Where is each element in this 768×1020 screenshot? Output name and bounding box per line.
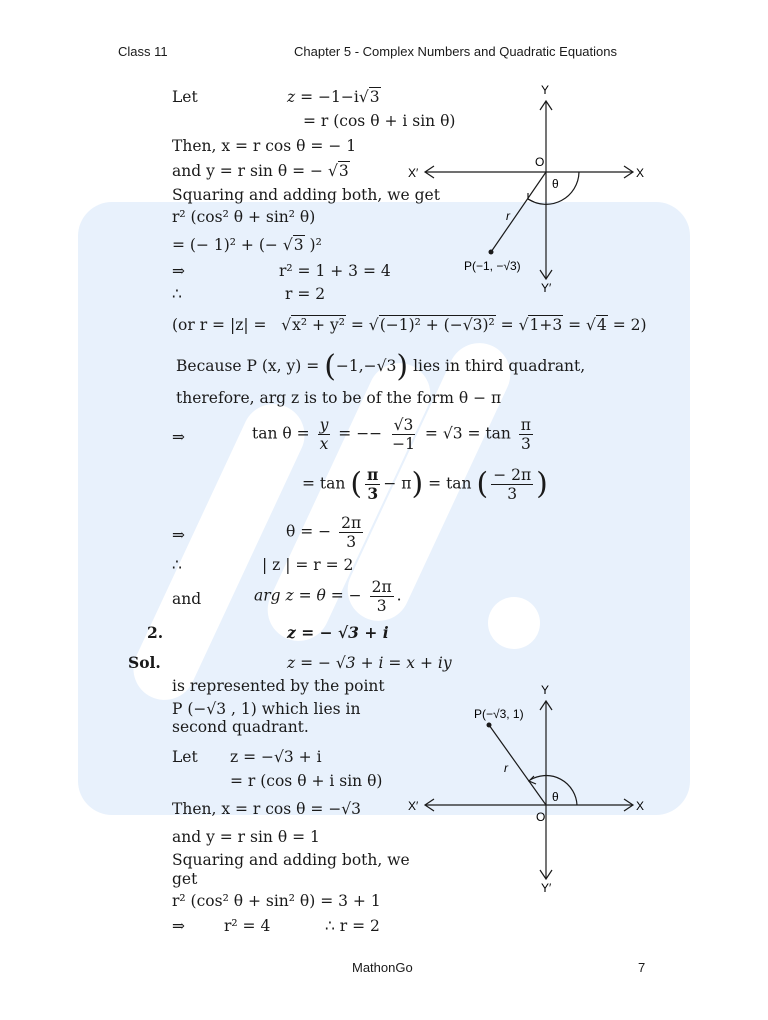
y-axis-label: Y — [541, 83, 550, 97]
x-prime-axis-label: X′ — [408, 166, 419, 180]
y-prime-axis-label: Y′ — [541, 281, 552, 295]
r2-expression-2: r² (cos² θ + sin² θ) = 3 + 1 — [172, 892, 381, 910]
squaring-line: Squaring and adding both, we get — [172, 186, 440, 204]
arg-equation: arg z = θ = − $\frac{2\pi}{3}$ . — [254, 578, 402, 615]
implies-symbol: ⇒ — [172, 262, 185, 280]
y-prime-axis-label: Y′ — [541, 881, 552, 895]
header-class: Class 11 — [118, 44, 168, 59]
watermark-dot — [488, 597, 540, 649]
point-label: P(−1, −√3) — [464, 259, 521, 273]
r-label: r — [504, 761, 508, 775]
quadrant-line: second quadrant. — [172, 718, 309, 736]
problem-number: 2. — [147, 623, 164, 642]
because-line: Because P (x, y) = (−1,−√3) lies in third quadrant, — [176, 349, 586, 384]
represented-line: is represented by the point — [172, 677, 385, 695]
r2-expression: r² (cos² θ + sin² θ) — [172, 208, 316, 226]
implies-symbol: ⇒ — [172, 526, 185, 544]
then-x-line-2: Then, x = r cos θ = −√3 — [172, 800, 362, 818]
polar-form-2: = r (cos θ + i sin θ) — [230, 772, 383, 790]
solution-label: Sol. — [128, 653, 161, 672]
sum-line: = (− 1)² + (− √3 )² — [172, 236, 322, 254]
let-label: Let — [172, 88, 198, 106]
z-definition: z = −1−i√3 — [287, 88, 380, 106]
modulus-equation: | z | = r = 2 — [262, 556, 354, 574]
origin-label: O — [535, 155, 545, 169]
page-number: 7 — [638, 960, 646, 975]
or-modulus-line: (or r = |z| = √x² + y² = √(−1)² + (−√3)² = √1+3 = √4 = 2) — [172, 316, 647, 334]
problem-statement: z = − √3 + i — [287, 623, 389, 642]
header-chapter: Chapter 5 - Complex Numbers and Quadratic Equations — [294, 44, 617, 59]
therefore-line: therefore, arg z is to be of the form θ − π — [176, 389, 502, 407]
theta-equation: θ = − $\frac{2\pi}{3}$ — [286, 514, 362, 551]
let-label: Let — [172, 748, 198, 766]
argand-diagram-2 — [400, 680, 660, 900]
r-equation: r = 2 — [285, 285, 326, 303]
squaring-line-2b: get — [172, 870, 198, 888]
x-prime-axis-label: X′ — [408, 799, 419, 813]
polar-form: = r (cos θ + i sin θ) — [303, 112, 456, 130]
tan-theta-line: tan θ = $\frac{y}{x}$ = −− $\frac{√3}{-1}$ = √3 = tan $\frac{\pi}{3}$ — [252, 416, 531, 453]
origin-label: O — [536, 810, 546, 824]
therefore-symbol: ∴ — [172, 285, 182, 303]
argand-diagram-1 — [400, 80, 660, 300]
therefore-symbol: ∴ — [172, 556, 182, 574]
r2-equation-2: r² = 4 — [224, 917, 271, 935]
r-equation-2: ∴ r = 2 — [325, 917, 380, 935]
implies-symbol: ⇒ — [172, 917, 185, 935]
x-axis-label: X — [636, 799, 645, 813]
r2-equation: r² = 1 + 3 = 4 — [279, 262, 391, 280]
implies-symbol: ⇒ — [172, 428, 185, 446]
theta-label: θ — [552, 177, 559, 191]
and-y-line: and y = r sin θ = − √3 — [172, 162, 349, 180]
point-line: P (−√3 , 1) which lies in — [172, 700, 361, 718]
point-label: P(−√3, 1) — [474, 707, 524, 721]
squaring-line-2a: Squaring and adding both, we — [172, 851, 410, 869]
and-y-line-2: and y = r sin θ = 1 — [172, 828, 320, 846]
footer-brand: MathonGo — [352, 960, 413, 975]
let-expression: z = −√3 + i — [230, 748, 322, 766]
solution-expression: z = − √3 + i = x + iy — [287, 654, 452, 672]
and-label: and — [172, 590, 202, 608]
theta-label: θ — [552, 790, 559, 804]
x-axis-label: X — [636, 166, 645, 180]
y-axis-label: Y — [541, 683, 550, 697]
tan-theta-line-2: = tan ( $\frac{\pi}{3}$ − π) = tan ( $\frac{- 2\pi}{3}$ ) — [302, 465, 548, 503]
r-label: r — [506, 209, 510, 223]
then-x-line: Then, x = r cos θ = − 1 — [172, 137, 357, 155]
